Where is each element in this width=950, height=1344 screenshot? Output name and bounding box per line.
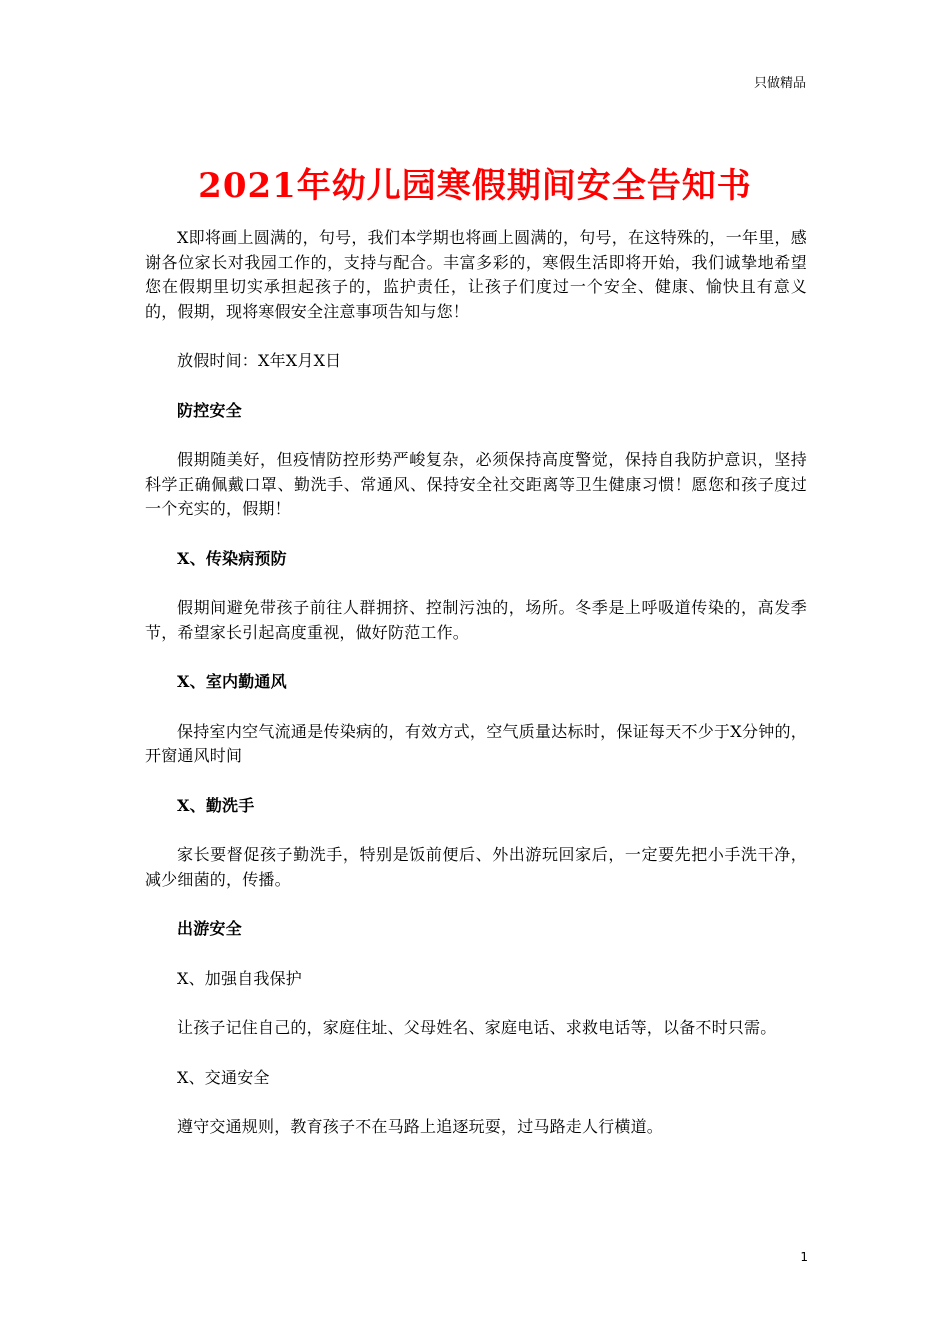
disease-paragraph: 假期间避免带孩子前往人群拥挤、控制污浊的，场所。冬季是上呼吸道传染的，高发季节，希望家长引起高度重视，做好防范工作。 [145, 598, 807, 642]
subsection-self-protection: X、加强自我保护 [177, 968, 302, 988]
subsection-traffic-safety: X、交通安全 [177, 1067, 270, 1087]
intro-paragraph: X即将画上圆满的，句号，我们本学期也将画上圆满的，句号，在这特殊的，一年里，感谢各位家长对我园工作的，支持与配合。丰富多彩的，寒假生活即将开始，我们诚挚地希望您在假期里切实承担起孩子的，监护责任，让孩子们度过一个安全、健康、愉快且有意义的，假期，现将寒假安全注意事项告知与您！ [145, 228, 807, 321]
traffic-safety-paragraph: 遵守交通规则，教育孩子不在马路上追逐玩耍，过马路走人行横道。 [177, 1117, 664, 1136]
section-heading-travel: 出游安全 [177, 919, 242, 938]
prevention-paragraph: 假期随美好，但疫情防控形势严峻复杂，必须保持高度警觉，保持自我防护意识，坚持科学正确佩戴口罩、勤洗手、常通风、保持安全社交距离等卫生健康习惯！愿您和孩子度过一个充实的，假期！ [145, 450, 807, 518]
ventilation-paragraph: 保持室内空气流通是传染病的，有效方式，空气质量达标时，保证每天不少于X分钟的，开窗通风时间 [145, 721, 807, 765]
holiday-date-paragraph: 放假时间：X年X月X日 [177, 351, 342, 370]
page-number: 1 [800, 1250, 808, 1264]
subsection-heading-ventilation: X、室内勤通风 [177, 672, 287, 691]
self-protection-paragraph: 让孩子记住自己的，家庭住址、父母姓名、家庭电话、求救电话等，以备不时只需。 [177, 1018, 777, 1037]
handwashing-paragraph: 家长要督促孩子勤洗手，特别是饭前便后、外出游玩回家后，一定要先把小手洗干净，减少细菌的，传播。 [145, 845, 807, 889]
document-title: 2021年幼儿园寒假期间安全告知书 [198, 166, 752, 206]
subsection-heading-handwashing: X、勤洗手 [177, 795, 255, 815]
subsection-heading-disease: X、传染病预防 [177, 548, 287, 568]
section-heading-prevention: 防控安全 [177, 400, 242, 420]
header-note: 只做精品 [753, 76, 806, 91]
document-body [145, 226, 807, 1165]
